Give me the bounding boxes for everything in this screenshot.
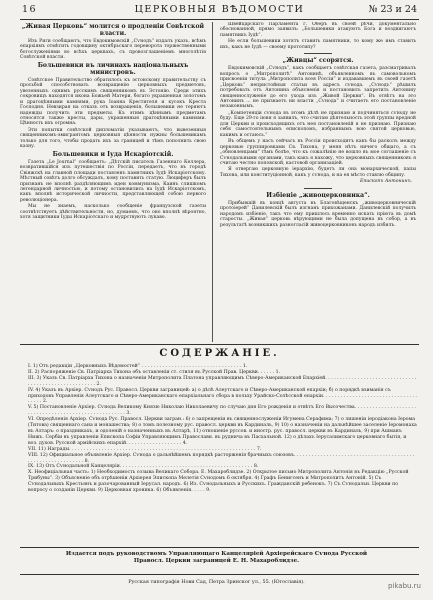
- right-column-paragraph: Въ общемъ у насъ сейчасъ въ Россіи происходитъ какъ бы расколъ между церковью группировками Св. Тихона, у меня нѣтъ ничего общаго, а съ „обновленцами“ тѣмъ болѣе, что къ сожалѣнію не вошло въ мое соглашеніе съ Сѵнодальными органами, такъ какъ я нахожу, что церковныхъ священниковъ я считаю честно поповской, кастовой организаціей.: [220, 139, 416, 166]
- right-column-paragraph: „Компетенціи сѵнода въ этомъ дѣлѣ не признаю и подчиняться сѵноду не буду. Еще 29-го іюня я заявилъ, что считаю дѣятельность этой группы вредной для Церкви и происходящихъ отъ нея постановленій я не признаю. Признаю себя самостоятельнымъ епископомъ, избраннымъ вою святой церковью, какимъ и остаюсь.“: [220, 110, 416, 138]
- left-column-paragraph: Мы не знаемъ, насколько сообщеніе французской газеты соотвѣтствуетъ дѣйствительности, но, думаемъ, что оно вполнѣ вѣроятно, хотя защитники Іуды Искаріотскаго и мудрствуютъ лукаво.: [20, 204, 206, 221]
- contents-top-rule: [20, 344, 419, 345]
- left-column-heading: Большевики въ личинахъ національныхъ министровъ.: [37, 61, 189, 76]
- watermark: pikabu.ru: [387, 582, 421, 590]
- contents-item: V. 5) Постановленіе Архіер. Сѵнода Великому Князю Николаю Николаевичу по случаю дня Его рожденія и отвѣтъ Его Высочества. . . . . . . . . . . . . . . . . . . . . . . . . . . . . . . . . . . . . . . . . . . . . . . . . . . . . . 3.: [28, 405, 416, 417]
- left-column-heading: „Живая Церковь“ молится о продленіи Совѣтской власти.: [21, 23, 205, 37]
- left-column-paragraph: Эти попытки совѣтской дипломатіи указываютъ, что вывезенныя священникомъ-эмигрантомъ церковныя цѣнности нужны большевикамъ только для того, чтобы продать ихъ за границей и тѣмъ пополнить свою казну.: [20, 127, 206, 150]
- page-header: [22, 4, 417, 18]
- right-column-paragraph: Я отвергаю церковную іерархію, будетъ ли она монархической, папы Тихона, или конституціонной, какъ у сѵнода, и на ея мѣсто ставлю общину.: [220, 167, 416, 178]
- contents-item: X. Неофиціальная часть: 1) Необходимость созыва Великаго Собора. Е. Махароблидзе. 2) Открытое письмо Митрополита Антонія въ Редакцію „Русской Трибуны“. 3) Объясненіе объ отрѣшеніи Архіерея Эпископа Мелетія Сѵнодомъ 6 октября. 4) Графъ Бенигсенъ и Митрополитъ Антоній. 5) Съ Сѵнодальныхъ Крестьянъ и разочарованный Іерусал. народъ. 6) Из. Сѵнодальныхъ и Русскихъ. Гражданскій ребенокъ. 7) Съ Сѵнодальн. Церкви по вопросу о созданіи Церкви. 9) Церковная хроника. 6) Объявленія. . . . . 9.: [28, 470, 409, 494]
- right-column-paragraph: Прибывшій въ концѣ августа въ Благовѣщенскъ „живоцерковническій протоіерей“ Данилевскій былъ изгнанъ прихожанами. Данилевскій получилъ народомъ избіеніе, такъ что ему пришлось временно искать пріюта въ домѣ старосты. „Живая“ церковь вѣрующими не была допущена въ собор, а въ результатѣ возникшихъ разногласій живоцерковниковъ народъ избилъ.: [220, 200, 416, 228]
- left-column-paragraph: Совѣтское Правительство обратилось къ эстонскому правительству съ просьбой способствовать возвращенію церковныхъ предметовъ, увезенныхъ однимъ русскимъ священникомъ въ Эстонію. Среди этихъ сокровищъ находятся икона Божьей Матери, богато украшенная золотомъ и драгоцѣнными камнями, рука Іоанна Крестителя и кусокъ Креста Господня. Невзирая на отказъ отъ возвращенія, большевики не теряютъ надежды получить эти предметы. Къ этимъ цѣннымъ предметамъ относятся также кресты, дары, украшенныя драгоцѣнными камнями. Цѣнность ихъ огромна.: [20, 77, 206, 127]
- contents-item: I. 1) Отъ редакціи „Церковныхъ Вѣдомостей“ . . . . . . . . . . . . . . . . . . . . . . . . . . . . . . . . . . 1.: [28, 364, 248, 369]
- right-column-paragraph: Швейцарскаго Парламента г. Оберъ въ своей рѣчи, документально обоснованной, прямо заявилъ: „Большевики атакуютъ Бога и воздвигаютъ памятникъ Іудѣ“.: [220, 22, 416, 38]
- right-column-paragraph: Не если большевики хотятъ ставить памятники, то кому же имъ ставить ихъ, какъ не Іудѣ — своему прототипу?: [220, 39, 416, 50]
- contents-item: VI. Опредѣленія Архіер. Сѵнода Рус. Правосл. Церкви загран.: 6) о запрещеніи въ священнослуженіи Игумена Серафима; 7) о лишеніи іеродіакона Іерома (Титова) священнаго сана и монашества; 8) о томъ полезному рус. правосл. церкви въ Кардиналь, 9) 10) о назначеніи на дальнѣйшее заселеніе Іеромонаха въ Алтаръ: о праздникахъ, и одоленій о назначенныхъ въ Алтарѣ, 11) отношеніе руссов. и иностр. рус. правосл. церкви въ Кардиналь, 9) при Ашманъ Нижъ. Сербіи въ управленіи Епископа Софіи Управляющимъ Православн. въ руднича въ Пасхальной. 12) о дѣлахъ Іерусалимскаго церковнаго бытія, и воз. духов. Русской армійскихъ епархій. . . . . . . . . . . . . . . . . . . 4.: [28, 417, 417, 446]
- publisher-note: [30, 551, 403, 565]
- right-column-heading: „Живцы“ ссорятся.: [282, 57, 354, 65]
- right-column-separator: [304, 188, 332, 189]
- left-column-paragraph: Газета „Le Journal“ сообщаетъ: „Дѣтскій писатель Газеннаго Келлера, возвратившійся изъ путешествія по Россіи, передаетъ, что въ городѣ Свіяжскѣ на главной площади поставленъ памятникъ Іудѣ Искаріотскому. Мѣстный совѣтъ долго обсуждалъ, кому поставить статую. Люциферъ былъ признанъ не вполнѣ раздѣляющимъ идеи коммунизма, Каинъ слишкомъ легендарной личностью, и потому остановились на Іудѣ Искаріотскомъ, какъ вполнѣ исторической личности, представляющей собою первого революціонера.: [20, 159, 206, 203]
- right-column-paragraph: Евдокимовскій „Сѵнодъ“, какъ сообщаетъ совѣтская газета, разсматривалъ вопросъ о „Митрополитѣ“ Антонинѣ, объявленномъ въ самовольномъ присвоеніи титула „Митрополита всея Россіи“ и издававшемъ въ своей газетѣ „Церковь“ непристойныя статьи въ адресъ сѵнода. „Сѵнодъ“ рѣшилъ потребовать отъ Антонина объясненія и постановилъ запретить Антонину священнослуженіе до его ухода изъ „Живой Церкви“. Въ отвѣтъ на это Антонинъ ... не признаетъ ни власти „Сѵнода“ и считаетъ его постановленіе незаконнымъ.: [220, 66, 416, 110]
- issue-number: № 23 и 24: [368, 4, 417, 15]
- publisher-bottom-rule: [20, 574, 419, 575]
- right-column-heading: Избіеніе „живоцерковника“.: [266, 191, 370, 199]
- right-column-separator: [304, 53, 332, 54]
- contents-item: VII. 11) Награды. . . . . . . . . . . . . . . . . . . . . . . . . . . . . . . . . . . . . . . . . . . . . . . . . . . . . . . . . . . . . . . 7.: [28, 446, 262, 452]
- left-column-heading: Большевики и Іуда Искаріотскій.: [52, 150, 174, 158]
- contents-item: II. 2) Распоряженіе Св. Патріарха Тихона объ оставленіи ст. стиля въ Русской Прав. Церкви. . . . . . 1.: [28, 369, 281, 375]
- printer-line: Русская типографія Нови Сад, Петра Зринског ул., 55. (Югославія).: [128, 579, 305, 585]
- contents-list: [28, 364, 417, 494]
- contents-item: IV. 4) Указъ въ Архіер. Сѵнодъ Рус. Правосл. Церкви заграницей: а) о дѣлѣ Алеутскаго и Сѣверо-Американской епархіи; б) о порядкѣ взиманія съ приходовъ Управленія Алеутскаго и Сѣверо-Американскаго епархіальнаго сбора в польху Урайско-Солѣсской епархіи. . . . . . . . . . . . . . . . . . . . . . . . . . . . . . . . . . . . . 2.: [28, 387, 417, 405]
- left-column-paragraph: Изъ Риги сообщаютъ, что Евдокимовскій „Сѵнодъ“ издалъ указъ, всѣмъ епархіямъ отмѣтить годовщину октябрьскаго переворота торжественными богослуженіями во всѣхъ церквахъ, съ провозглашеніемъ многолѣтія Совѣтской власти.: [20, 39, 206, 61]
- header-rule: [20, 19, 419, 20]
- column-divider: [212, 22, 213, 342]
- right-column: [220, 22, 416, 342]
- publisher-line-1: Издается подъ руководствомъ Управляющаго Канцеляріей Архіерейскаго Сѵнода Русской: [65, 551, 368, 557]
- left-column: [20, 22, 206, 342]
- page-number: 16: [22, 4, 38, 15]
- contents-item: III. 3) Указъ Св. Патріарха Тихона о назначеніи Митрополита Платона управляющимъ Сѣверо-Американской Епархіей. . . . . . . . . . . . . . . . . . . . . . . . . . . . . . . . . . . . . . . . . . . . . . . . . . . . . . 2.: [28, 375, 417, 387]
- contents-title: СОДЕРЖАНІЕ.: [159, 348, 280, 359]
- contents-item: IX. 13) Отъ Сѵнодальной Канцеляріи. . . . . . . . . . . . . . . . . . . . . . . . . . . . . . . . . . . . . . . . . . . . . 8.: [28, 464, 259, 470]
- publisher-top-rule: [20, 547, 419, 548]
- publication-title: ЦЕРКОВНЫЯ ВѢДОМОСТИ: [134, 4, 305, 15]
- publisher-line-2: Правосл. Церкви заграницей Е. Н. Махароблидзе.: [133, 558, 300, 564]
- contents-item: VIII. 12) Официальное объявленіе Архіер. Сѵнода о дальнѣйшемъ порядкѣ расторженія брачныхъ союзовъ. . . . . . . . . . . . . . . . . . . . . . . . . . . . . . . . . . . . . . . . . . . . . . . . . . . . . . . . . . . . 8.: [28, 452, 415, 464]
- right-column-signature: Епископъ Антонинъ.: [360, 179, 412, 185]
